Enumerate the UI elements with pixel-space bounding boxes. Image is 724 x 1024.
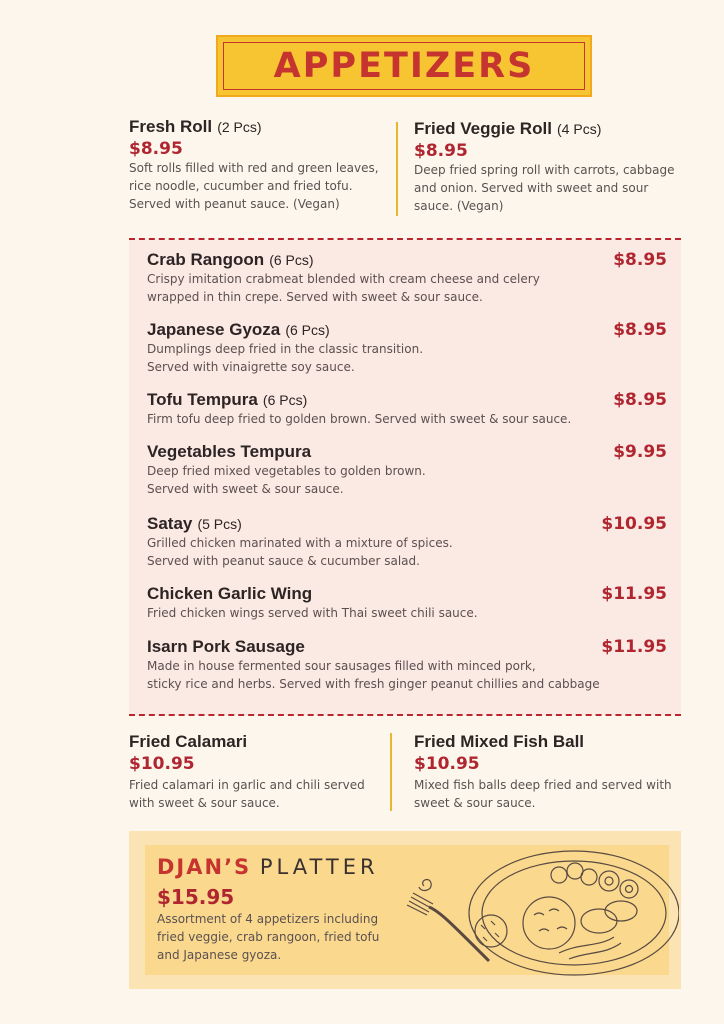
item-price: $8.95	[613, 250, 667, 270]
item-qty: (6 Pcs)	[262, 392, 308, 408]
desc-line: Deep fried mixed vegetables to golden brown.	[147, 464, 426, 478]
desc-line: with sweet & sour sauce.	[129, 796, 280, 810]
item-price: $8.95	[414, 141, 468, 161]
item-name-line	[129, 117, 389, 137]
item-qty: (6 Pcs)	[269, 252, 314, 268]
item-name: Isarn Pork Sausage	[147, 637, 305, 656]
item-qty: (4 Pcs)	[557, 121, 602, 137]
item-price: $11.95	[601, 584, 667, 604]
desc-line: fried veggie, crab rangoon, fried tofu	[157, 930, 380, 944]
item-description	[147, 270, 667, 306]
desc-line: Fried calamari in garlic and chili served	[129, 778, 365, 792]
item-name: Fried Mixed Fish Ball	[414, 732, 585, 751]
desc-line: and Japanese gyoza.	[157, 948, 282, 962]
item-description	[414, 161, 684, 215]
item-name: Japanese Gyoza	[147, 320, 281, 339]
desc-line: Firm tofu deep fried to golden brown. Served with sweet & sour sauce.	[147, 412, 572, 426]
desc-line: sauce. (Vegan)	[414, 199, 504, 213]
desc-line: Served with vinaigrette soy sauce.	[147, 360, 355, 374]
item-qty: (5 Pcs)	[197, 516, 242, 532]
desc-line: Fried chicken wings served with Thai sweet chili sauce.	[147, 606, 478, 620]
item-name: Satay	[147, 514, 193, 533]
item-description	[147, 462, 667, 498]
menu-item-fried-mixed-fish-ball	[414, 732, 689, 812]
item-price: $10.95	[601, 514, 667, 534]
menu-item-japanese-gyoza	[147, 320, 667, 376]
desc-line: sticky rice and herbs. Served with fresh ginger peanut chillies and cabbage	[147, 677, 600, 691]
menu-item-fried-veggie-roll	[414, 119, 684, 215]
item-name-line	[414, 119, 684, 139]
desc-line: rice noodle, cucumber and fried tofu.	[129, 179, 353, 193]
desc-line: Dumplings deep fried in the classic transition.	[147, 342, 424, 356]
menu-item-fresh-roll	[129, 117, 389, 213]
fork-icon	[407, 893, 433, 915]
title-frame	[223, 42, 585, 90]
item-price: $9.95	[613, 442, 667, 462]
menu-item-chicken-garlic-wing	[147, 584, 667, 622]
item-name: Fried Veggie Roll	[414, 119, 552, 138]
dashed-divider-top	[129, 238, 681, 240]
item-name: Chicken Garlic Wing	[147, 584, 313, 603]
item-name: Fried Calamari	[129, 732, 248, 751]
column-divider	[390, 733, 392, 811]
plate-illustration-icon	[399, 841, 679, 981]
desc-line: Soft rolls filled with red and green leaves,	[129, 161, 379, 175]
item-price: $8.95	[613, 320, 667, 340]
item-price: $8.95	[613, 390, 667, 410]
menu-item-vegetables-tempura	[147, 442, 667, 498]
item-description	[129, 776, 389, 812]
desc-line: Served with sweet & sour sauce.	[147, 482, 344, 496]
item-price: $8.95	[129, 139, 183, 159]
item-name: Tofu Tempura	[147, 390, 258, 409]
item-description	[147, 534, 667, 570]
item-name: Crab Rangoon	[147, 250, 265, 269]
item-price: $10.95	[414, 754, 480, 774]
page-title: APPETIZERS	[273, 46, 535, 86]
menu-item-fried-calamari	[129, 732, 389, 812]
desc-line: and onion. Served with sweet and sour	[414, 181, 649, 195]
desc-line: Served with peanut sauce & cucumber salad.	[147, 554, 420, 568]
item-description	[147, 410, 667, 428]
desc-line: Assortment of 4 appetizers including	[157, 912, 379, 926]
item-description	[414, 776, 689, 812]
plate-drawing	[407, 851, 679, 975]
item-description	[147, 657, 667, 693]
item-price: $10.95	[129, 754, 195, 774]
item-name: Fresh Roll	[129, 117, 213, 136]
platter-title	[157, 855, 379, 879]
item-price: $11.95	[601, 637, 667, 657]
menu-item-isarn-pork-sausage	[147, 637, 667, 693]
desc-line: Grilled chicken marinated with a mixture of spices.	[147, 536, 453, 550]
desc-line: Made in house fermented sour sausages filled with minced pork,	[147, 659, 536, 673]
platter-word: PLATTER	[259, 855, 379, 879]
item-description	[147, 340, 667, 376]
desc-line: Crispy imitation crabmeat blended with cream cheese and celery	[147, 272, 540, 286]
item-description	[147, 604, 667, 622]
desc-line: wrapped in thin crepe. Served with sweet & sour sauce.	[147, 290, 483, 304]
menu-item-satay	[147, 514, 667, 570]
platter-description	[157, 910, 397, 964]
desc-line: sweet & sour sauce.	[414, 796, 536, 810]
item-name: Vegetables Tempura	[147, 442, 312, 461]
desc-line: Served with peanut sauce. (Vegan)	[129, 197, 340, 211]
menu-item-crab-rangoon	[147, 250, 667, 306]
item-qty: (6 Pcs)	[285, 322, 330, 338]
item-qty: (2 Pcs)	[217, 119, 262, 135]
platter-brand: DJAN’S	[157, 855, 252, 879]
desc-line: Mixed fish balls deep fried and served with	[414, 778, 672, 792]
platter-price: $15.95	[157, 885, 235, 909]
dashed-divider-bottom	[129, 714, 681, 716]
menu-item-tofu-tempura	[147, 390, 667, 428]
djans-platter-card	[129, 831, 681, 989]
item-description	[129, 159, 389, 213]
desc-line: Deep fried spring roll with carrots, cabbage	[414, 163, 675, 177]
title-banner	[216, 35, 592, 97]
column-divider	[396, 122, 398, 216]
